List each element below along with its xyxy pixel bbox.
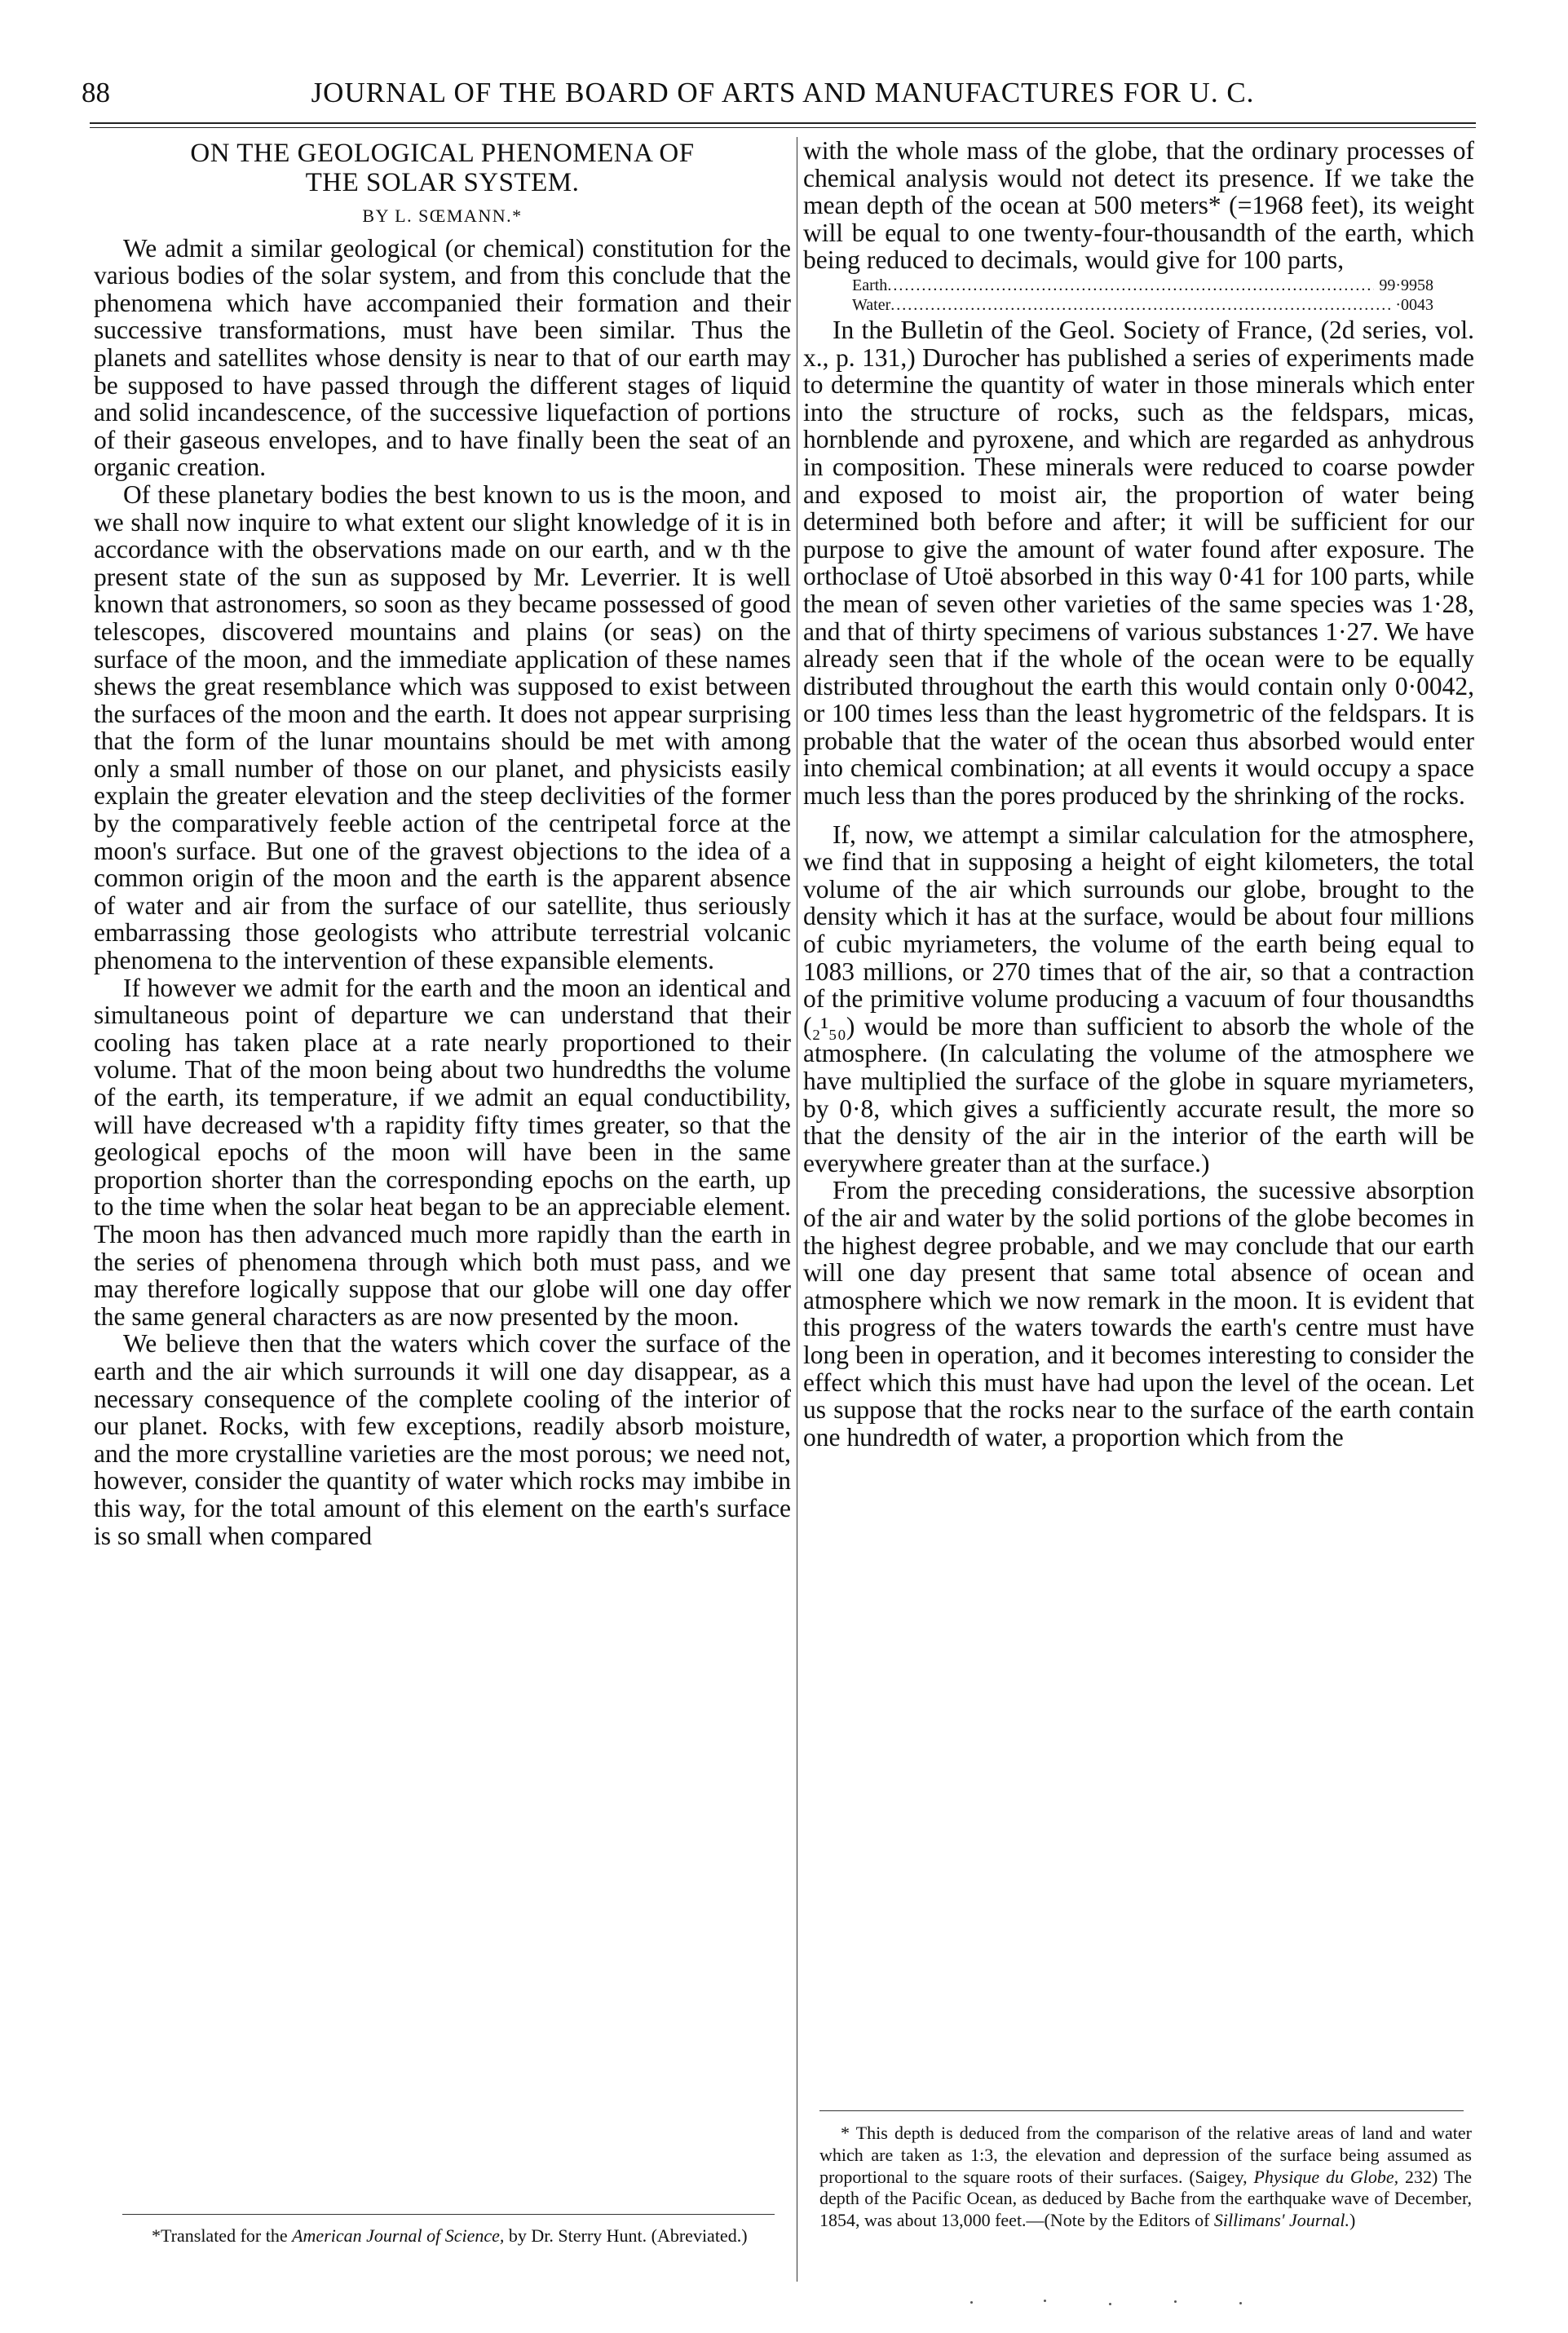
page-number: 88 [82, 77, 110, 108]
left-footnote-text: *Translated for the [152, 2225, 293, 2246]
table-row [803, 276, 1474, 295]
right-paragraph-1: In the Bulletin of the Geol. Society of France, (2d series, vol. x., p. 131,) Durocher has published a series of experiments made to determine the quantity of water in those minerals which enter into the structure of rocks, such as the feldspars, micas, hornblende and pyroxene, and which are regarded as anhydrous in composition. These minerals were reduced to coarse powder and exposed to moist air, the proportion of water being determined both before and after; it will be sufficient for our purpose to give the amount of water found after exposure. The orthoclase of Utoë absorbed in this way 0·41 for 100 parts, while the mean of seven other varieties of the same species was 1·28, and that of thirty specimens of various substances 1·27. We have already seen that if the whole of the ocean were to be equally distributed throughout the earth this would contain only 0·0042, or 100 times less than the least hygrometric of the feldspars. It is probable that the water of the ocean thus absorbed would enter into chemical combination; at all events it would occupy a space much less than the pores produced by the shrinking of the rocks. [803, 315, 1474, 811]
table-row [803, 295, 1474, 315]
right-footnote-rule [819, 2110, 1464, 2111]
table-label-earth: Earth [852, 276, 888, 294]
left-paragraph-1: We admit a similar geological (or chemical) constitution for the various bodies of the solar system, and from this conclude that the phenomena which have accompanied their formation and their successive transformations, must have been similar. Thus the planets and satellites whose density is near to that of our earth may be supposed to have passed through the different stages of liquid and solid incandescence, of the successive liquefaction of portions of their gaseous envelopes, and to have finally been the seat of an organic creation. [94, 233, 791, 482]
article-title-line-1: ON THE GEOLOGICAL PHENOMENA OF [190, 139, 695, 168]
left-paragraph-4: We believe then that the waters which cover the surface of the earth and the air which surrounds it will one day disappear, as a necessary consequence of the complete cooling of the interior of our planet. Rocks, with few exceptions, readily absorb moisture, and the more crystalline varieties are the most porous; we need not, however, consider the quantity of water which rocks may imbibe in this way, for the total amount of this element on the earth's surface is so small when compared [94, 1329, 791, 1550]
left-footnote [130, 2225, 787, 2247]
table-label-water: Water [852, 295, 891, 314]
right-paragraph-continued: with the whole mass of the globe, that the ordinary processes of chemical analysis would not detect its presence. If we take the mean depth of the ocean at 500 meters* (=1968 feet), its weight will be equal to one twenty-four-thousandth of the earth, which being reduced to decimals, would give for 100 parts, [803, 136, 1474, 275]
table-value-earth: 99·9958 [1379, 276, 1433, 294]
right-footnote-text-3: ) [1349, 2210, 1356, 2231]
header-rule-thick [90, 122, 1476, 124]
print-specks [970, 2298, 1248, 2308]
left-footnote-rule [122, 2214, 775, 2215]
right-paragraph-3: From the preceding considerations, the sucessive absorption of the air and water by the solid portions of the globe becomes in the highest degree probable, and we may conclude that our earth will one day present that same total absence of ocean and atmosphere which we now remark in the moon. It is evident that this progress of the waters towards the earth's centre must have long been in operation, and it becomes interesting to consider the effect which this must have had upon the level of the ocean. Let us suppose that the rocks near to the surface of the earth contain one hundredth of water, a proportion which from the [803, 1176, 1474, 1451]
article-title [94, 139, 791, 197]
running-head: JOURNAL OF THE BOARD OF ARTS AND MANUFACTURES FOR U. C. [311, 77, 1255, 108]
table-value-water: ·0043 [1395, 295, 1433, 314]
leader-dots [887, 276, 1374, 295]
header-rule-thin [90, 127, 1476, 128]
composition-table [803, 276, 1474, 315]
right-footnote-text-1: * This depth is deduced from the comparison of the relative areas of land and water which are taken as 1:3, the elevation and depression of the surface being assumed as proportional to the square roots of their surfaces. (Saigey, [819, 2123, 1472, 2187]
left-footnote-translator: by Dr. Sterry Hunt. (Abreviated.) [504, 2225, 748, 2246]
right-paragraph-2: If, now, we attempt a similar calculation for the atmosphere, we find that in supposing a height of eight kilometers, the total volume of the air which surrounds our globe, brought to the density which it has at the surface, would be about four millions of cubic myriameters, the volume of the earth being equal to 1083 millions, or 270 times that of the air, so that a contraction of the primitive volume producing a vacuum of four thousandths (₂¹₅₀) would be more than sufficient to absorb the whole of the atmosphere. (In calculating the volume of the atmosphere we have multiplied the surface of the globe in square myriameters, by 0·8, which gives a sufficiently accurate result, the more so that the density of the air in the interior of the earth will be everywhere greater than at the surface.) [803, 820, 1474, 1178]
right-footnote-italic-1: Physique du Globe, [1253, 2166, 1399, 2187]
left-paragraph-2: Of these planetary bodies the best known to us is the moon, and we shall now inquire to what extent our slight knowledge of it is in accordance with the observations made on our earth, and w th the present state of the sun as supposed by Mr. Leverrier. It is well known that astronomers, so soon as they became possessed of good telescopes, discovered mountains and plains (or seas) on the surface of the moon, and the immediate application of these names shews the great resemblance which was supposed to exist between the surfaces of the moon and the earth. It does not appear surprising that the form of the lunar mountains should be met with among only a small number of those on our planet, and physicists easily explain the greater elevation and the steep declivities of the former by the comparatively feeble action of the centripetal force at the moon's surface. But one of the gravest objections to the idea of a common origin of the moon and the earth is the apparent absence of water and air from the surface of our satellite, thus seriously embarrassing those geologists who attribute terrestrial volcanic phenomena to the intervention of these expansible elements. [94, 479, 791, 975]
page-header [82, 68, 1468, 117]
leader-dots [890, 295, 1390, 315]
left-footnote-journal: American Journal of Science, [292, 2225, 505, 2246]
right-column [803, 137, 1474, 1451]
right-footnote-italic-2: Sillimans' Journal. [1213, 2210, 1349, 2231]
right-footnote [819, 2123, 1472, 2232]
article-byline: BY L. SŒMANN.* [362, 205, 523, 226]
left-paragraph-3: If however we admit for the earth and the moon an identical and simultaneous point of departure we can understand that their cooling has taken place at a rate nearly proportioned to their volume. That of the moon being about two hundredths the volume of the earth, its temperature, if we admit an equal conductibility, will have decreased w'th a rapidity fifty times greater, so that the geological epochs of the moon will have been in the same proportion shorter than the corresponding epochs on the earth, up to the time when the solar heat began to be an appreciable element. The moon has then advanced much more rapidly than the earth in the series of phenomena through which both must pass, and we may therefore logically suppose that our globe will one day offer the same general characters as are now presented by the moon. [94, 973, 791, 1331]
right-footnote-text-2: 232) The depth of the Pacific Ocean, as deduced by Bache from the earthquake wave of December, 1854, was about 13,000 feet.—(Note by the Editors of [819, 2166, 1472, 2231]
left-column [94, 137, 791, 1549]
article-title-line-2: THE SOLAR SYSTEM. [305, 168, 580, 197]
